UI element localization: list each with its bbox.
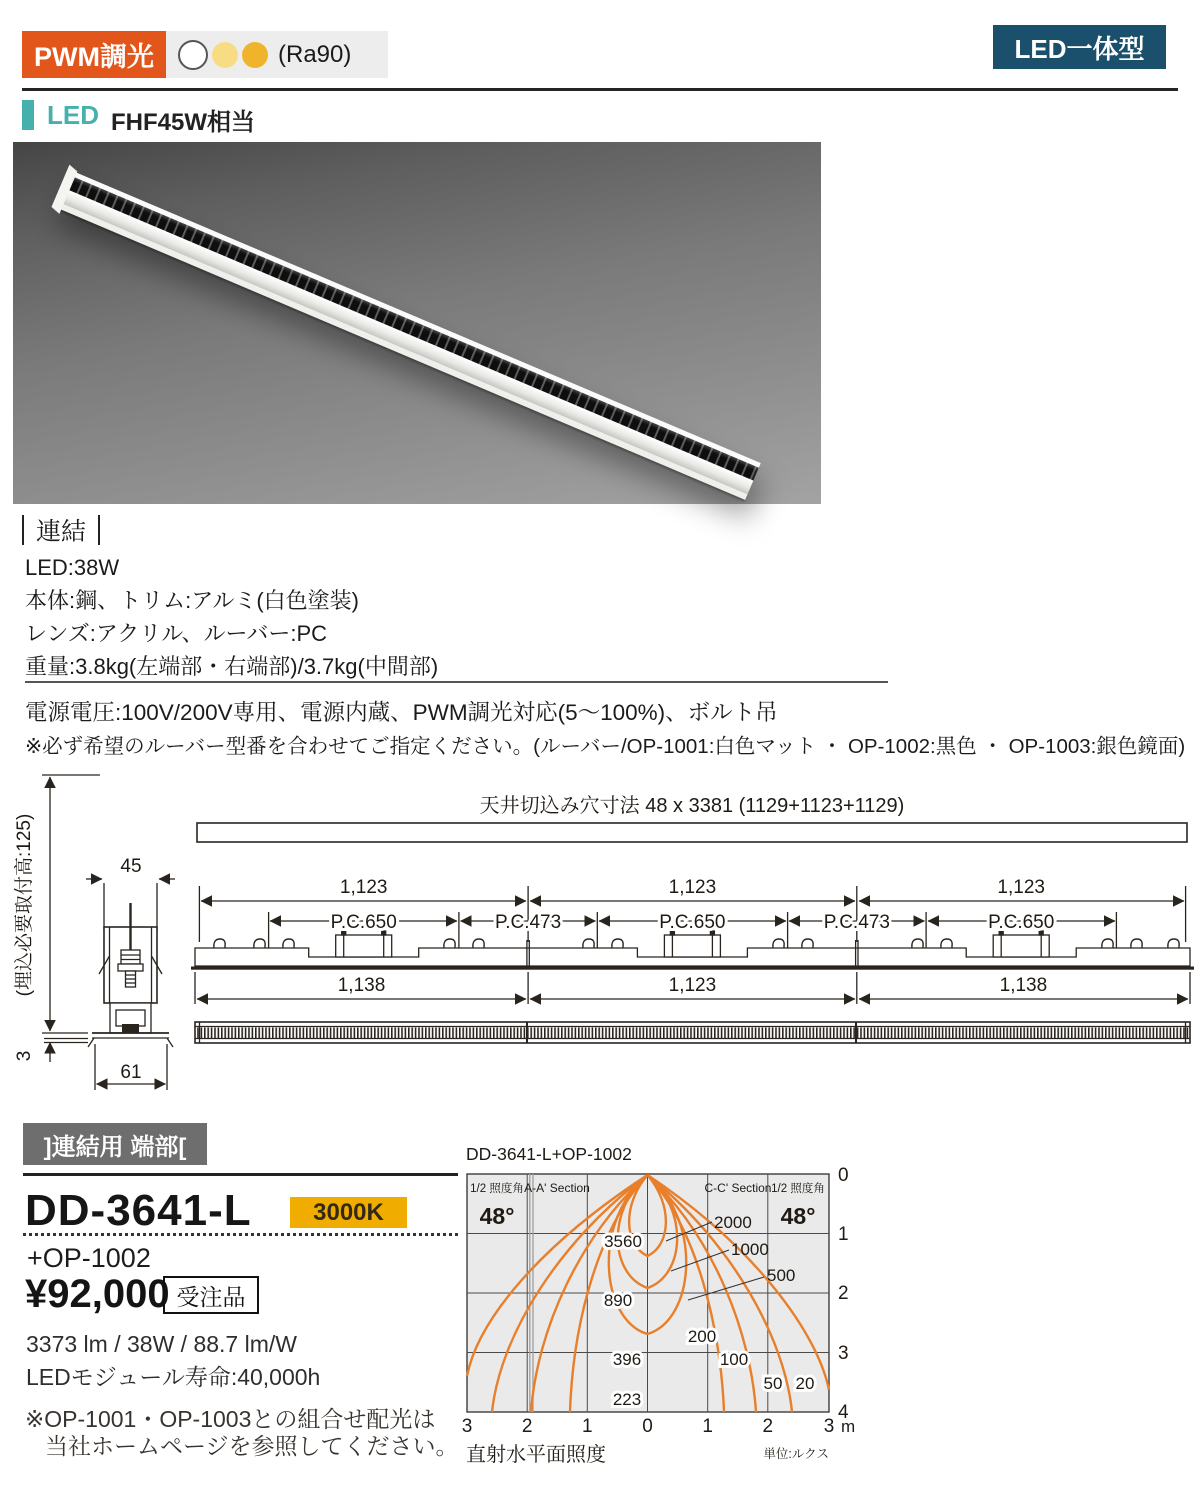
category-accent-bar [22, 100, 34, 130]
trim-thickness-label: 3 [14, 1050, 35, 1062]
lamp-color-white-icon [178, 40, 208, 70]
contour-label-200: 200 [687, 1327, 717, 1346]
power-spec: 電源電圧:100V/200V専用、電源内蔵、PWM調光対応(5〜100%)、ボルト吊 [25, 700, 778, 725]
contour-label-1000: 1000 [731, 1240, 769, 1259]
y-tick: 3 [838, 1343, 849, 1364]
pc-dim-label: P.C.650 [988, 912, 1055, 933]
x-tick: 3 [823, 1416, 835, 1437]
y-tick: 1 [838, 1224, 849, 1245]
pc-dim-label: P.C.473 [823, 912, 890, 933]
led-integrated-badge: LED一体型 [993, 25, 1166, 69]
y-tick: 0 [838, 1165, 849, 1186]
spec-list [25, 551, 438, 683]
pc-dim-label: P.C.650 [659, 912, 726, 933]
section-label-aa: A-A' Section [524, 1181, 590, 1195]
spec-weight: 重量:3.8kg(左端部・右端部)/3.7kg(中間部) [25, 654, 439, 679]
pwm-dimming-badge: PWM調光 [22, 31, 166, 78]
dim-label: 1,123 [339, 877, 388, 898]
pc-dim-label: P.C.473 [494, 912, 562, 933]
spec-body: 本体:鋼、トリム:アルミ(白色塗装) [25, 588, 359, 613]
dim-label: 1,123 [668, 877, 717, 898]
led-lifetime: LEDモジュール寿命:40,000h [26, 1364, 321, 1390]
section-label-cc: C-C' Section [704, 1181, 772, 1195]
x-tick: 1 [582, 1416, 593, 1437]
price: ¥92,000 [25, 1272, 170, 1316]
center-lux-4m: 223 [612, 1390, 642, 1409]
performance-values: 3373 lm / 38W / 88.7 lm/W [26, 1331, 297, 1357]
dotted-divider [23, 1233, 458, 1236]
x-tick: 2 [762, 1416, 774, 1437]
center-lux-2m: 890 [603, 1291, 633, 1310]
color-rendering-badge [166, 31, 388, 78]
y-tick: 4 [838, 1402, 849, 1423]
center-lux-3m: 396 [612, 1350, 642, 1369]
joint-label: 連結 [36, 518, 87, 546]
option-code: +OP-1002 [27, 1243, 151, 1273]
contour-label-20: 20 [795, 1374, 815, 1393]
combination-note-line2: 当社ホームページを参照してください。 [45, 1433, 459, 1459]
chart-xlabel: 直射水平面照度 [466, 1444, 606, 1466]
ceiling-cutout-label: 天井切込み穴寸法 48 x 3381 (1129+1123+1129) [479, 795, 905, 817]
half-angle-label-right: 1/2 照度角 [771, 1183, 825, 1195]
fixture-bottom-edge [59, 203, 747, 500]
joint-section-heading [22, 514, 100, 546]
x-tick: 0 [642, 1416, 653, 1437]
dim-label: 1,138 [337, 975, 386, 996]
combination-note-line1: ※OP-1001・OP-1003との組合せ配光は [25, 1406, 436, 1432]
photometric-chart [440, 1135, 870, 1480]
half-angle-label-left: 1/2 照度角 [470, 1183, 524, 1195]
ra-value-label: (Ra90) [278, 40, 352, 68]
color-temp-badge: 3000K [290, 1197, 407, 1228]
heading-bar-right [98, 515, 100, 545]
width-bottom-label: 61 [120, 1062, 142, 1083]
group-badge: ]連結用 端部[ [23, 1123, 207, 1165]
spec-lens: レンズ:アクリル、ルーバー:PC [25, 621, 328, 646]
spec-divider [25, 681, 888, 683]
chart-unit-note: 単位:ルクス [763, 1447, 829, 1461]
x-tick: 3 [461, 1416, 473, 1437]
header-rule [22, 88, 1178, 91]
width-top-label: 45 [120, 856, 142, 877]
equivalent-label: FHF45W相当 [111, 109, 255, 136]
model-divider [23, 1173, 458, 1176]
contour-label-50: 50 [763, 1374, 783, 1393]
heading-bar-left [22, 515, 24, 545]
x-unit-label: m [841, 1417, 856, 1436]
dim-label: 1,123 [997, 877, 1045, 898]
dimension-drawing [0, 760, 1200, 1110]
recess-height-label: (埋込必要取付高:125) [14, 813, 35, 997]
louver-order-note: ※必ず希望のルーバー型番を合わせてご指定ください。(ルーバー/OP-1001:白色マット ・ OP-1002:黒色 ・ OP-1003:銀色鏡面) [25, 735, 1186, 758]
lamp-color-amber-icon [242, 42, 268, 68]
x-tick: 1 [702, 1416, 713, 1437]
contour-label-500: 500 [767, 1266, 796, 1285]
contour-label-2000: 2000 [714, 1213, 752, 1232]
model-number: DD-3641-L [25, 1186, 252, 1235]
order-badge: 受注品 [163, 1276, 259, 1314]
contour-label-100: 100 [719, 1350, 749, 1369]
fixture-trim-edge [73, 172, 761, 468]
spec-led: LED:38W [25, 555, 120, 580]
linear-fixture-image [59, 172, 760, 500]
half-angle-value-left: 48° [479, 1203, 515, 1229]
fixture-louver [68, 177, 759, 481]
product-photo [13, 142, 821, 504]
dim-label: 1,138 [999, 975, 1048, 996]
category-label: LED [47, 100, 99, 130]
x-tick: 2 [521, 1416, 533, 1437]
pc-dim-label: P.C.650 [330, 912, 397, 933]
chart-title: DD-3641-L+OP-1002 [466, 1144, 632, 1164]
y-tick: 2 [838, 1283, 849, 1304]
half-angle-value-right: 48° [780, 1203, 816, 1229]
dim-label: 1,123 [668, 975, 717, 996]
center-lux-1m: 3560 [604, 1232, 642, 1251]
fixture-body [62, 189, 754, 494]
lamp-color-warm-icon [212, 42, 238, 68]
